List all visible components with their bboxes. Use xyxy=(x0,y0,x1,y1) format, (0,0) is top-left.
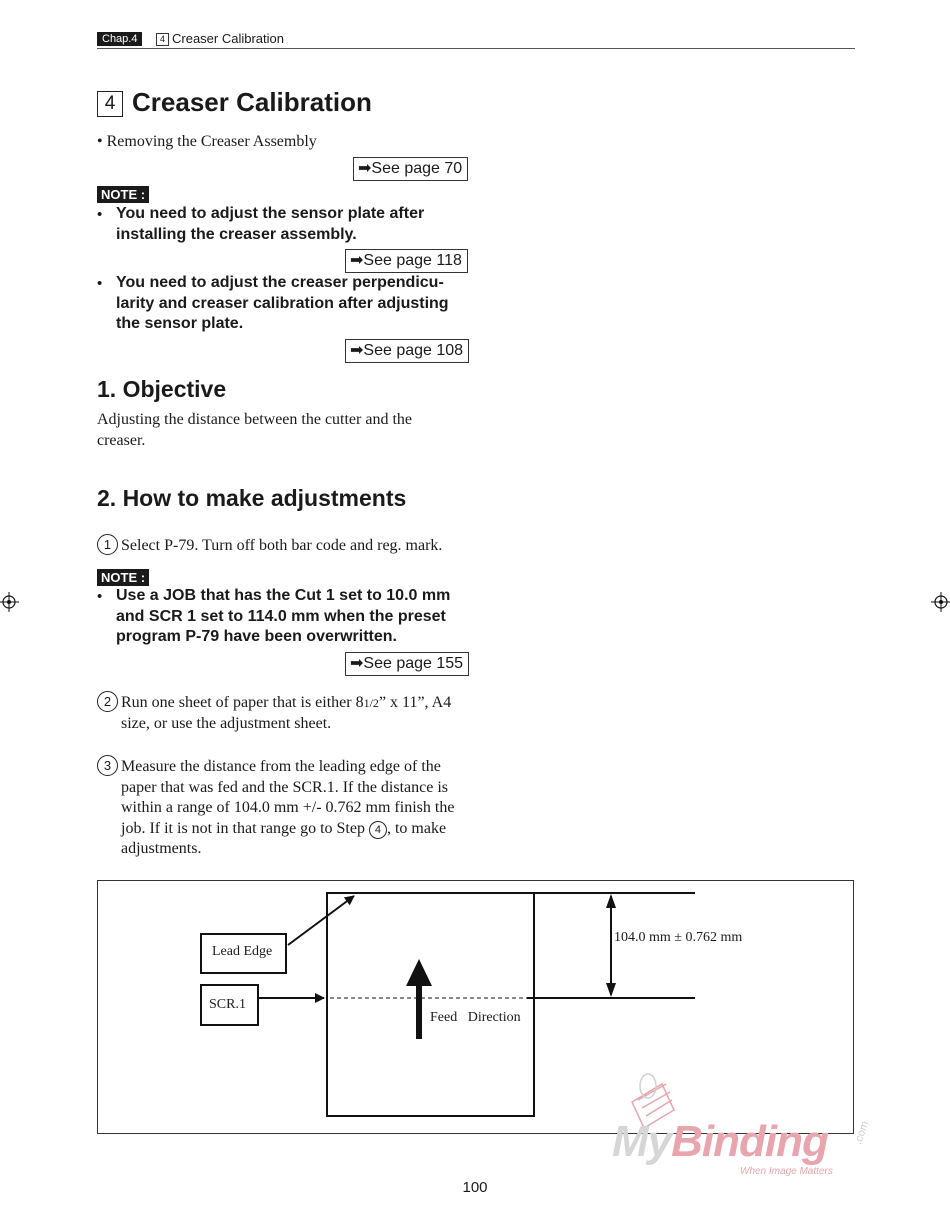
step-ref-4: 4 xyxy=(369,821,387,839)
feed-direction-label: Feed Direction xyxy=(430,1010,521,1025)
note-line: installing the creaser assembly. xyxy=(116,225,357,243)
note-badge: NOTE : xyxy=(97,186,149,203)
feed-arrow-head xyxy=(406,959,432,986)
note-line: You need to adjust the sensor plate after xyxy=(116,205,425,222)
text-line: job. If it is not in that range go to Step 4 , to make xyxy=(121,819,447,837)
step-number-2: 2 xyxy=(97,691,118,712)
page-number: 100 xyxy=(462,1179,488,1196)
see-page-label: See page 70 xyxy=(371,160,463,177)
bullet-icon: • xyxy=(97,275,103,292)
note-line: program P-79 have been overwritten. xyxy=(116,628,397,645)
arrow-right-icon: ➡ xyxy=(358,160,372,177)
dimension-arrow-top xyxy=(606,894,616,908)
registration-mark-left xyxy=(0,592,19,612)
see-page-label: See page 118 xyxy=(363,252,462,269)
page-title: Creaser Calibration xyxy=(132,87,372,117)
scr-label: SCR.1 xyxy=(209,997,246,1012)
arrow-right-icon: ➡ xyxy=(350,655,364,672)
title-section-number: 4 xyxy=(97,91,123,117)
note-line: the sensor plate. xyxy=(116,315,244,332)
watermark-tagline: When Image Matters xyxy=(740,1166,833,1177)
lead-edge-label: Lead Edge xyxy=(212,944,273,959)
arrow-right-icon: ➡ xyxy=(350,252,364,269)
arrow-right-icon: ➡ xyxy=(350,342,364,359)
measurement-label: 104.0 mm ± 0.762 mm xyxy=(614,930,743,945)
dimension-arrow-bottom xyxy=(606,983,616,997)
note-badge: NOTE : xyxy=(97,569,149,586)
bullet-icon: • xyxy=(97,588,103,605)
text-line: paper that was fed and the SCR.1. If the distance is xyxy=(121,778,449,796)
adjustments-heading: 2. How to make adjustments xyxy=(97,485,407,511)
registration-mark-right xyxy=(931,592,950,612)
feed-arrow-shaft xyxy=(416,984,422,1039)
see-page-label: See page 108 xyxy=(363,342,464,359)
note-line: Use a JOB that has the Cut 1 set to 10.0 mm xyxy=(116,587,451,604)
text-line: size, or use the adjustment sheet. xyxy=(121,714,332,732)
step-number-1: 1 xyxy=(97,534,118,555)
note-line: larity and creaser calibration after adjusting xyxy=(116,294,449,312)
chapter-badge: Chap.4 xyxy=(97,32,142,46)
watermark-suffix: .com xyxy=(852,1119,872,1147)
watermark-brand: MyBinding xyxy=(612,1117,828,1166)
text-line: Measure the distance from the leading edge of the xyxy=(121,758,441,775)
text-line: Run one sheet of paper that is either 81/2” x 11”, A4 xyxy=(121,694,452,711)
header-section-title: Creaser Calibration xyxy=(172,31,284,46)
note-line: You need to adjust the creaser perpendicu- xyxy=(116,274,444,291)
header-section-number: 4 xyxy=(156,33,169,46)
text-line: adjustments. xyxy=(121,840,202,857)
lead-edge-pointer xyxy=(288,896,354,945)
text-line: within a range of 104.0 mm +/- 0.762 mm finish the xyxy=(121,799,455,816)
text-line: Adjusting the distance between the cutter and the xyxy=(97,411,413,428)
step-1-text: Select P-79. Turn off both bar code and reg. mark. xyxy=(121,537,443,554)
see-page-label: See page 155 xyxy=(363,655,464,672)
paper-sheet xyxy=(327,893,534,1116)
step-number-3: 3 xyxy=(97,755,118,776)
bullet-icon: • xyxy=(97,206,103,223)
objective-heading: 1. Objective xyxy=(97,376,227,402)
text-line: creaser. xyxy=(97,431,146,449)
intro-item: • Removing the Creaser Assembly xyxy=(97,133,317,150)
note-line: and SCR 1 set to 114.0 mm when the preset xyxy=(116,607,446,625)
